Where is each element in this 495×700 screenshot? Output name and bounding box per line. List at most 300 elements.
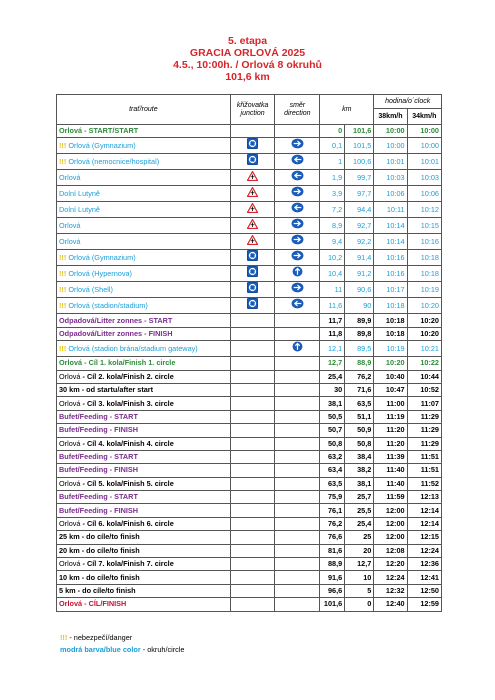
- route-name: Orlová: [59, 220, 81, 230]
- km-cell: 91,4: [345, 250, 374, 266]
- direction-cell: [275, 383, 320, 396]
- direction-cell: [275, 437, 320, 450]
- time-cell: 12:24: [407, 544, 441, 557]
- km-cell: 76,6: [320, 531, 345, 544]
- danger-mark: !!!: [60, 633, 68, 642]
- time-cell: 10:18: [374, 327, 407, 340]
- direction-cell: [275, 370, 320, 383]
- route-name: Orlová - Cíl 5. kola/Finish 5. circle: [59, 478, 174, 488]
- km-cell: 12,1: [320, 341, 345, 357]
- time-cell: 10:44: [407, 370, 441, 383]
- speed-38-header: 38km/h: [374, 109, 407, 125]
- table-row: [57, 266, 442, 282]
- table-row: [57, 357, 442, 370]
- km-cell: 50,9: [345, 424, 374, 437]
- arrow-right-icon: [291, 250, 304, 265]
- route-name: Orlová - Cíl 6. kola/Finish 6. circle: [59, 519, 174, 529]
- km-cell: 88,9: [345, 357, 374, 370]
- time-cell: 10:15: [407, 218, 441, 234]
- roundabout-icon: [247, 282, 258, 297]
- table-row: [57, 464, 442, 477]
- route-name: Orlová - CÍL/FINISH: [59, 599, 127, 609]
- route-name: Orlová (Gymnazium): [66, 252, 136, 262]
- table-row: [57, 282, 442, 298]
- junction-cell: [230, 598, 275, 611]
- time-cell: 10:00: [407, 138, 441, 154]
- time-cell: 12:50: [407, 584, 441, 597]
- km-cell: 63,2: [320, 450, 345, 463]
- junction-cell: [230, 170, 275, 186]
- route-name-cell: [57, 282, 231, 298]
- direction-cell: [275, 202, 320, 218]
- junction-cell: [230, 298, 275, 314]
- km-header: km: [320, 95, 374, 125]
- time-cell: 10:19: [407, 282, 441, 298]
- time-cell: 10:20: [407, 298, 441, 314]
- route-name: Orlová (Gymnazium): [66, 140, 136, 150]
- km-cell: 76,2: [320, 517, 345, 530]
- km-cell: 5: [345, 584, 374, 597]
- time-cell: 11:20: [374, 437, 407, 450]
- junction-cell: [230, 154, 275, 170]
- direction-cell: [275, 571, 320, 584]
- km-cell: 11: [320, 282, 345, 298]
- km-cell: 10,2: [320, 250, 345, 266]
- time-cell: 10:06: [407, 186, 441, 202]
- km-cell: 12,7: [345, 558, 374, 571]
- direction-cell: [275, 218, 320, 234]
- table-row: [57, 370, 442, 383]
- time-cell: 10:18: [407, 266, 441, 282]
- time-cell: 12:59: [407, 598, 441, 611]
- route-name: Orlová (Hypernova): [66, 268, 132, 278]
- direction-cell: [275, 250, 320, 266]
- junction-cell: [230, 571, 275, 584]
- km-cell: 97,7: [345, 186, 374, 202]
- time-cell: 11:39: [374, 450, 407, 463]
- danger-mark: !!!: [59, 140, 67, 150]
- table-row: [57, 250, 442, 266]
- junction-cell: [230, 327, 275, 340]
- route-name-cell: [57, 464, 231, 477]
- route-name-cell: [57, 531, 231, 544]
- time-cell: 10:20: [407, 314, 441, 327]
- roundabout-icon: [247, 154, 258, 169]
- time-cell: 12:15: [407, 531, 441, 544]
- race-date: 4.5., 10:00h. / Orlová 8 okruhů: [173, 59, 322, 71]
- roundabout-icon: [247, 298, 258, 313]
- danger-mark: !!!: [59, 300, 67, 310]
- arrow-right-icon: [291, 218, 304, 233]
- km-cell: 75,9: [320, 491, 345, 504]
- route-name: Orlová - Cíl 2. kola/Finish 2. circle: [59, 371, 174, 381]
- km-cell: 1: [320, 154, 345, 170]
- direction-cell: [275, 266, 320, 282]
- direction-cell: [275, 477, 320, 490]
- junction-cell: [230, 125, 275, 138]
- km-cell: 63,5: [320, 477, 345, 490]
- km-cell: 91,6: [320, 571, 345, 584]
- time-cell: 10:06: [374, 186, 407, 202]
- route-name-cell: [57, 327, 231, 340]
- direction-cell: [275, 298, 320, 314]
- table-row: [57, 491, 442, 504]
- table-row: [57, 598, 442, 611]
- time-cell: 11:20: [374, 424, 407, 437]
- route-name: Orlová (nemocnice/hospital): [66, 156, 160, 166]
- table-row: [57, 517, 442, 530]
- time-cell: 10:52: [407, 383, 441, 396]
- route-name: Odpadová/Litter zonnes - START: [59, 315, 173, 325]
- table-row: [57, 218, 442, 234]
- table-row: [57, 202, 442, 218]
- junction-cell: [230, 383, 275, 396]
- time-cell: 10:19: [374, 341, 407, 357]
- junction-cell: [230, 477, 275, 490]
- km-cell: 10: [345, 571, 374, 584]
- junction-cell: [230, 266, 275, 282]
- time-header: hodina/o´clock: [374, 95, 442, 109]
- km-cell: 99,7: [345, 170, 374, 186]
- speed-34-header: 34km/h: [407, 109, 441, 125]
- km-cell: 25,5: [345, 504, 374, 517]
- km-cell: 0: [345, 598, 374, 611]
- route-name: Bufet/Feeding - START: [59, 411, 138, 421]
- route-name-cell: [57, 491, 231, 504]
- km-cell: 92,2: [345, 234, 374, 250]
- direction-cell: [275, 125, 320, 138]
- junction-header: křižovatka junction: [230, 95, 275, 125]
- km-cell: 25,7: [345, 491, 374, 504]
- junction-cell: [230, 504, 275, 517]
- route-name: Orlová: [59, 172, 81, 182]
- km-cell: 0: [320, 125, 345, 138]
- table-row: [57, 125, 442, 138]
- table-row: [57, 558, 442, 571]
- legend-danger: [60, 633, 132, 642]
- direction-cell: [275, 327, 320, 340]
- junction-cell: [230, 517, 275, 530]
- km-cell: 92,7: [345, 218, 374, 234]
- direction-cell: [275, 517, 320, 530]
- time-cell: 12:20: [374, 558, 407, 571]
- time-cell: 12:24: [374, 571, 407, 584]
- junction-cell: [230, 424, 275, 437]
- junction-cell: [230, 450, 275, 463]
- time-cell: 10:00: [374, 138, 407, 154]
- route-name: Orlová - Cíl 3. kola/Finish 3. circle: [59, 398, 174, 408]
- arrow-up-icon: [292, 341, 303, 356]
- km-cell: 8,9: [320, 218, 345, 234]
- time-cell: 12:32: [374, 584, 407, 597]
- arrow-right-icon: [291, 138, 304, 153]
- table-row: [57, 544, 442, 557]
- direction-cell: [275, 544, 320, 557]
- time-cell: 10:21: [407, 341, 441, 357]
- time-cell: 10:01: [374, 154, 407, 170]
- danger-mark: !!!: [59, 252, 67, 262]
- route-name: Bufet/Feeding - FINISH: [59, 505, 139, 515]
- table-row: [57, 154, 442, 170]
- junction-cell: [230, 314, 275, 327]
- direction-cell: [275, 234, 320, 250]
- table-row: [57, 327, 442, 340]
- route-name-cell: [57, 234, 231, 250]
- direction-cell: [275, 531, 320, 544]
- km-cell: 90: [345, 298, 374, 314]
- direction-cell: [275, 450, 320, 463]
- route-name-cell: [57, 584, 231, 597]
- time-cell: 12:14: [407, 517, 441, 530]
- route-name-cell: [57, 410, 231, 423]
- table-row: [57, 477, 442, 490]
- route-name-cell: [57, 314, 231, 327]
- km-cell: 90,6: [345, 282, 374, 298]
- table-row: [57, 410, 442, 423]
- km-cell: 38,2: [345, 464, 374, 477]
- legend-circle: [60, 645, 185, 654]
- junction-cell: [230, 370, 275, 383]
- time-cell: 10:14: [374, 218, 407, 234]
- junction-cell: [230, 202, 275, 218]
- time-cell: 11:29: [407, 437, 441, 450]
- time-cell: 10:00: [374, 125, 407, 138]
- km-cell: 38,1: [320, 397, 345, 410]
- junction-cell: [230, 234, 275, 250]
- danger-text: - nebezpečí/danger: [67, 633, 133, 642]
- direction-cell: [275, 397, 320, 410]
- route-name-cell: [57, 370, 231, 383]
- time-cell: 12:40: [374, 598, 407, 611]
- time-cell: 10:12: [407, 202, 441, 218]
- km-cell: 50,8: [345, 437, 374, 450]
- route-name: 10 km - do cíle/to finish: [59, 572, 140, 582]
- route-name-cell: [57, 504, 231, 517]
- route-name: Orlová - Cíl 7. kola/Finish 7. circle: [59, 559, 174, 569]
- route-name-cell: [57, 437, 231, 450]
- km-cell: 89,5: [345, 341, 374, 357]
- km-cell: 101,6: [320, 598, 345, 611]
- route-name-cell: [57, 125, 231, 138]
- direction-header: směr direction: [275, 95, 320, 125]
- km-cell: 101,6: [345, 125, 374, 138]
- junction-cell: [230, 218, 275, 234]
- direction-cell: [275, 584, 320, 597]
- time-cell: 11:40: [374, 477, 407, 490]
- km-cell: 76,2: [345, 370, 374, 383]
- route-name-cell: [57, 477, 231, 490]
- route-name-cell: [57, 250, 231, 266]
- arrow-left-icon: [291, 170, 304, 185]
- warning-crossroad-icon: [247, 235, 258, 249]
- blue-text: - okruh/circle: [140, 645, 185, 654]
- time-cell: 10:14: [374, 234, 407, 250]
- junction-cell: [230, 341, 275, 357]
- table-row: [57, 424, 442, 437]
- table-row: [57, 531, 442, 544]
- route-name-cell: [57, 186, 231, 202]
- arrow-right-icon: [291, 186, 304, 201]
- time-cell: 11:29: [407, 424, 441, 437]
- time-cell: 10:11: [374, 202, 407, 218]
- route-name: Orlová - Cíl 4. kola/Finish 4. circle: [59, 438, 174, 448]
- direction-cell: [275, 558, 320, 571]
- route-name: Bufet/Feeding - FINISH: [59, 425, 139, 435]
- route-name-cell: [57, 598, 231, 611]
- table-row: [57, 314, 442, 327]
- table-row: [57, 383, 442, 396]
- time-cell: 10:03: [374, 170, 407, 186]
- direction-cell: [275, 314, 320, 327]
- junction-cell: [230, 410, 275, 423]
- junction-cell: [230, 464, 275, 477]
- km-cell: 25,4: [345, 517, 374, 530]
- km-cell: 71,6: [345, 383, 374, 396]
- time-cell: 12:00: [374, 504, 407, 517]
- time-cell: 11:40: [374, 464, 407, 477]
- time-cell: 10:16: [407, 234, 441, 250]
- roundabout-icon: [247, 138, 258, 153]
- route-name-cell: [57, 544, 231, 557]
- route-name-cell: [57, 450, 231, 463]
- km-cell: 50,8: [320, 437, 345, 450]
- route-name: Bufet/Feeding - FINISH: [59, 465, 139, 475]
- warning-crossroad-icon: [247, 203, 258, 217]
- table-row: [57, 298, 442, 314]
- km-cell: 63,5: [345, 397, 374, 410]
- time-cell: 10:00: [407, 125, 441, 138]
- route-name: Odpadová/Litter zonnes - FINISH: [59, 328, 173, 338]
- time-cell: 10:20: [374, 357, 407, 370]
- km-cell: 89,8: [345, 327, 374, 340]
- direction-cell: [275, 282, 320, 298]
- time-cell: 10:18: [407, 250, 441, 266]
- route-name-cell: [57, 202, 231, 218]
- km-cell: 11,8: [320, 327, 345, 340]
- route-name: Bufet/Feeding - START: [59, 492, 138, 502]
- route-name: 5 km - do cíle/to finish: [59, 586, 136, 595]
- junction-cell: [230, 531, 275, 544]
- time-cell: 11:00: [374, 397, 407, 410]
- direction-cell: [275, 154, 320, 170]
- junction-cell: [230, 584, 275, 597]
- roundabout-icon: [247, 266, 258, 281]
- blue-mark: modrá barva/blue color: [60, 645, 141, 654]
- km-cell: 100,6: [345, 154, 374, 170]
- km-cell: 38,4: [345, 450, 374, 463]
- table-row: [57, 234, 442, 250]
- km-cell: 12,7: [320, 357, 345, 370]
- table-row: [57, 341, 442, 357]
- direction-cell: [275, 341, 320, 357]
- route-table: [56, 94, 442, 612]
- km-cell: 88,9: [320, 558, 345, 571]
- warning-crossroad-icon: [247, 187, 258, 201]
- route-name: Bufet/Feeding - START: [59, 452, 138, 462]
- arrow-left-icon: [291, 298, 304, 313]
- route-name-cell: [57, 170, 231, 186]
- km-cell: 76,1: [320, 504, 345, 517]
- route-name-cell: [57, 397, 231, 410]
- route-name-cell: [57, 218, 231, 234]
- route-name: 20 km - do cíle/to finish: [59, 545, 140, 555]
- route-name: Orlová - START/START: [59, 126, 139, 136]
- junction-cell: [230, 558, 275, 571]
- route-name: 25 km - do cíle/to finish: [59, 532, 140, 542]
- table-row: [57, 397, 442, 410]
- time-cell: 11:52: [407, 477, 441, 490]
- time-cell: 11:07: [407, 397, 441, 410]
- table-row: [57, 571, 442, 584]
- km-cell: 101,5: [345, 138, 374, 154]
- km-cell: 10,4: [320, 266, 345, 282]
- time-cell: 10:20: [407, 327, 441, 340]
- direction-cell: [275, 186, 320, 202]
- warning-crossroad-icon: [247, 219, 258, 233]
- km-cell: 30: [320, 383, 345, 396]
- time-cell: 11:51: [407, 464, 441, 477]
- table-row: [57, 186, 442, 202]
- roundabout-icon: [247, 250, 258, 265]
- time-cell: 10:16: [374, 250, 407, 266]
- time-cell: 12:08: [374, 544, 407, 557]
- danger-mark: !!!: [59, 343, 67, 353]
- direction-cell: [275, 410, 320, 423]
- route-name-cell: [57, 424, 231, 437]
- time-cell: 11:59: [374, 491, 407, 504]
- junction-cell: [230, 357, 275, 370]
- junction-cell: [230, 491, 275, 504]
- direction-cell: [275, 424, 320, 437]
- danger-mark: !!!: [59, 284, 67, 294]
- arrow-right-icon: [291, 282, 304, 297]
- table-row: [57, 584, 442, 597]
- km-cell: 25: [345, 531, 374, 544]
- time-cell: 11:19: [374, 410, 407, 423]
- race-distance: 101,6 km: [225, 71, 270, 83]
- junction-cell: [230, 138, 275, 154]
- km-cell: 96,6: [320, 584, 345, 597]
- route-name-cell: [57, 383, 231, 396]
- km-cell: 11,6: [320, 298, 345, 314]
- route-name: Orlová: [59, 236, 81, 246]
- km-cell: 38,1: [345, 477, 374, 490]
- direction-cell: [275, 464, 320, 477]
- stage-title: 5. etapa: [227, 35, 268, 47]
- direction-cell: [275, 357, 320, 370]
- route-name: Orlová - Cíl 1. kola/Finish 1. circle: [59, 358, 176, 368]
- route-name-cell: [57, 298, 231, 314]
- time-cell: 10:03: [407, 170, 441, 186]
- time-cell: 10:18: [374, 298, 407, 314]
- time-cell: 10:16: [374, 266, 407, 282]
- route-name-cell: [57, 571, 231, 584]
- route-name: Orlová (stadion/stadium): [66, 300, 148, 310]
- km-cell: 63,4: [320, 464, 345, 477]
- junction-cell: [230, 186, 275, 202]
- km-cell: 50,7: [320, 424, 345, 437]
- time-cell: 11:29: [407, 410, 441, 423]
- km-cell: 81,6: [320, 544, 345, 557]
- arrow-left-icon: [291, 154, 304, 169]
- time-cell: 12:41: [407, 571, 441, 584]
- km-cell: 7,2: [320, 202, 345, 218]
- time-cell: 10:22: [407, 357, 441, 370]
- route-name: 30 km - od startu/after start: [59, 385, 154, 395]
- direction-cell: [275, 138, 320, 154]
- km-cell: 94,4: [345, 202, 374, 218]
- route-name: Dolní Lutyně: [59, 204, 100, 214]
